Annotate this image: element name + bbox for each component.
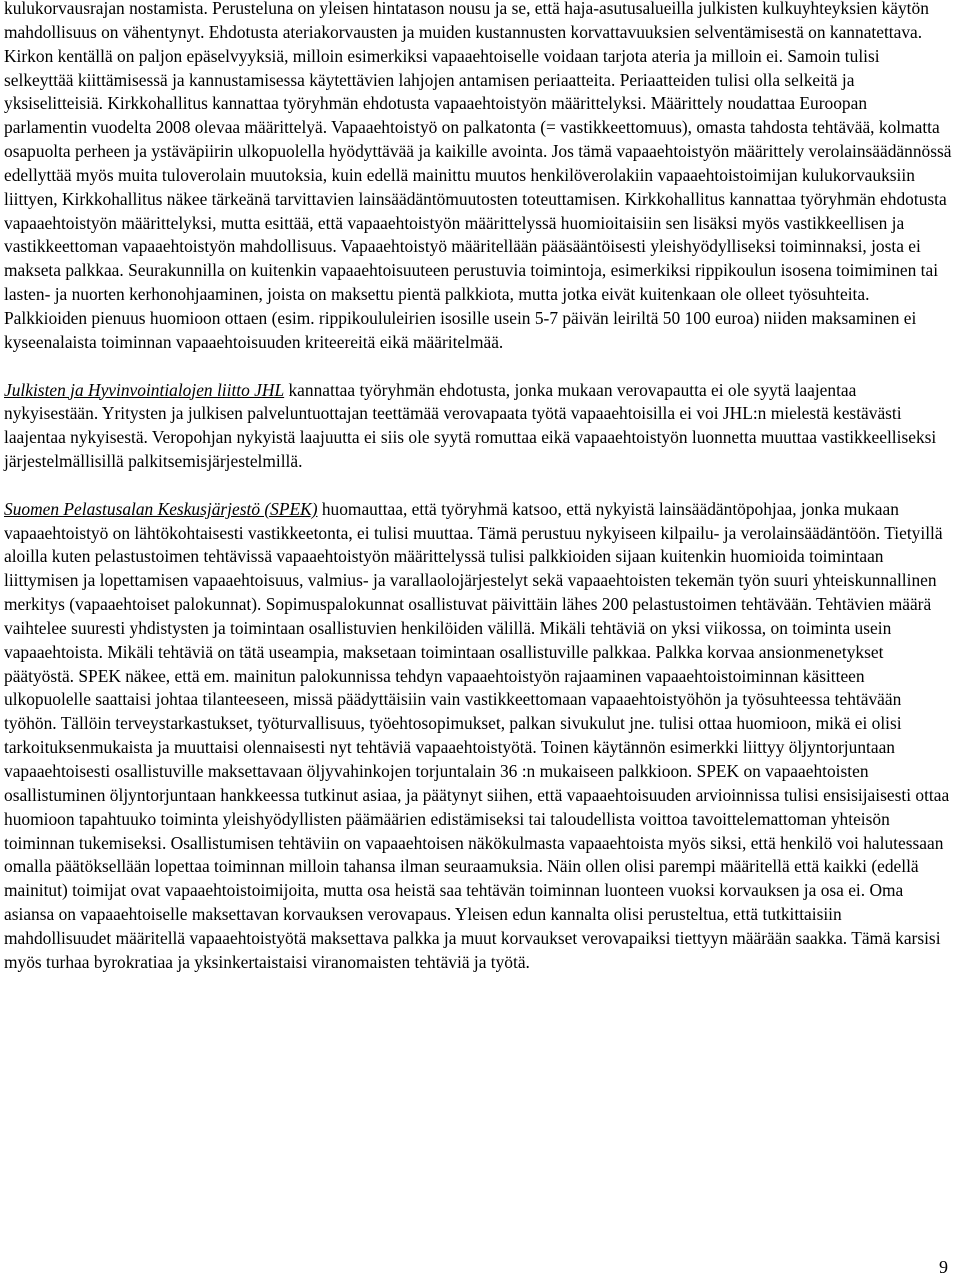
paragraph-church-board [4,0,952,355]
organization-name: Julkisten ja Hyvinvointialojen liitto JHL [4,379,285,400]
paragraph-spek [4,498,952,975]
page-number: 9 [939,1257,948,1277]
paragraph-spacer [4,474,952,498]
paragraph-jhl [4,379,952,474]
paragraph-text: kulukorvausrajan nostamista. Perusteluna on yleisen hintatason nousu ja se, että haja-asutusalueilla julkisten kulkuyhteyksien käytön mahdollisuus on vähentynyt. Ehdotusta ateriakorvausten ja muiden kustannusten korvattavuuksien selventämisestä on kannatettava. Kirkon kentällä on paljon epäselvyyksiä, milloin esimerkiksi vapaaehtoiselle voidaan tarjota ateria ja milloin ei. Samoin tulisi selkeyttää kiittämisessä ja kannustamisessa käytettävien lahjojen antamisen periaatteita. Periaatteiden tulisi olla selkeitä ja yksiselitteisiä. Kirkkohallitus kannattaa työryhmän ehdotusta vapaaehtoistyön määrittelyksi. Määrittely noudattaa Euroopan parlamentin vuodelta 2008 olevaa määrittelyä. Vapaaehtoistyö on palkatonta (= vastikkeettomuus), omasta tahdosta tehtävää, kolmatta osapuolta perheen ja ystäväpiirin ulkopuolella hyödyttävää ja kaikille avointa. Jos tämä vapaaehtoistyön määrittely verolainsäädännössä edellyttää myös muita tuloverolain muutoksia, kuin edellä mainittu muutos henkilöverolakiin vapaaehtoistoimijan kulukorvauksiin liittyen, Kirkkohallitus näkee tärkeänä tarvittavien lainsäädäntömuutosten toteuttamisen. Kirkkohallitus kannattaa työryhmän ehdotusta vapaaehtoistyön määrittelyksi, mutta esittää, että vapaaehtoistyön määrittelyssä huomioitaisiin sen lisäksi myös vastikkeellisen ja vastikkeettoman vapaaehtoistyön mahdollisuus. Vapaaehtoistyö määritellään pääsääntöisesti yleishyödylliseksi toiminnaksi, josta ei makseta palkkaa. Seurakunnilla on kuitenkin vapaaehtoisuuteen perustuvia toimintoja, esimerkiksi rippikoulun isosena toimiminen tai lasten- ja nuorten kerhonohjaaminen, joista on maksettu pientä palkkiota, mutta jotka eivät kuitenkaan ole olleet työsuhteita. Palkkioiden pienuus huomioon ottaen (esim. rippikoululeirien isosille usein 5-7 päivän leiriltä 50 100 euroa) niiden maksaminen ei kyseenalaista toiminnan vapaaehtoisuuden kriteereitä eikä määritelmää. [4,0,952,352]
paragraph-text: huomauttaa, että työryhmä katsoo, että nykyistä lainsäädäntöpohjaa, jonka mukaan vapaaehtoistyö on lähtökohtaisesti vastikkeetonta, ei tulisi muuttaa. Tämä perustuu nykyiseen kilpailu- ja verolainsäädäntöön. Tietyillä aloilla kuten pelastustoimen tehtävissä vapaaehtoistyön määrittelyssä tulisi palkkioiden sijaan kuitenkin huomioida toimintaan liittymisen ja lopettamisen vapaaehtoisuus, valmius- ja varallaolojärjestelyt sekä vapaaehtoisten tekemän työn suuri yhteiskunnallinen merkitys (vapaaehtoiset palokunnat). Sopimuspalokunnat osallistuvat päivittäin lähes 200 pelastustoimen tehtävään. Tehtävien määrä vaihtelee suuresti yhdistysten ja toimintaan osallistuvien henkilöiden välillä. Mikäli tehtäviä on yksi viikossa, on toiminta usein vapaaehtoista. Mikäli tehtäviä on tätä useampia, maksetaan toimintaan osallistuville palkkaa. Palkka korvaa ansionmenetykset päätyöstä. SPEK näkee, että em. mainitun palokunnissa tehdyn vapaaehtoistyön rajaaminen vapaaehtoistoiminnan käsitteen ulkopuolelle saattaisi johtaa tilanteeseen, missä päädyttäisiin vain vastikkeettomaan vapaaehtoistyöhön ja työsuhteessa tehtävään työhön. Tällöin terveystarkastukset, työturvallisuus, työehtosopimukset, palkan sivukulut jne. tulisi ottaa huomioon, mikä ei olisi tarkoituksenmukaista ja muuttaisi olennaisesti nyt tehtäviä vapaaehtoistyötä. Toinen käytännön esimerkki liittyy öljyntorjuntaan vapaaehtoisesti osallistuville maksettavaan öljyvahinkojen torjuntalain 36 :n mukaiseen palkkioon. SPEK on vapaaehtoisten osallistuminen öljyntorjuntaan hankkeessa tutkinut asiaa, ja päätynyt siihen, että vapaaehtoisuuden arvioinnissa tulisi ensisijaisesti ottaa huomioon tapahtuuko toiminta yleishyödyllisten päämäärien edistämiseksi tai taloudellista voittoa tavoittelemattoman yhteisön toiminnan tukemiseksi. Osallistumisen tehtäviin on vapaaehtoisen näkökulmasta vapaaehtoista myös siksi, että henkilö voi halutessaan omalla päätöksellään lopettaa toiminnan milloin tahansa ilman seuraamuksia. Näin ollen olisi parempi määritellä että kaikki (edellä mainitut) toimijat ovat vapaaehtoistoimijoita, mutta osa heistä saa tehtävän toiminnan luonteen vuoksi korvauksen ja osa ei. Oma asiansa on vapaaehtoiselle maksettavan korvauksen verovapaus. Yleisen edun kannalta olisi perusteltua, että tutkittaisiin mahdollisuudet määritellä vapaaehtoistyötä maksettava palkka ja muut korvaukset verovapaiksi tiettyyn määrään saakka. Tämä karsisi myös turhaa byrokratiaa ja yksinkertaistaisi viranomaisten tehtäviä ja työtä. [4,498,950,972]
paragraph-spacer [4,355,952,379]
organization-name: Suomen Pelastusalan Keskusjärjestö (SPEK) [4,498,318,519]
paragraph-text: kannattaa työryhmän ehdotusta, jonka mukaan verovapautta ei ole syytä laajentaa nykyisestään. Yritysten ja julkisen palveluntuottajan teettämää verovapaata työtä vapaaehtoisilla ei voi JHL:n mielestä kestävästi laajentaa nykyisestä. Veropohjan nykyistä laajuutta ei siis ole syytä romuttaa eikä vapaaehtoistyön luonnetta muuttaa vastikkeelliseksi järjestelmällisillä palkitsemisjärjestelmillä. [4,379,937,472]
document-page [4,0,952,975]
